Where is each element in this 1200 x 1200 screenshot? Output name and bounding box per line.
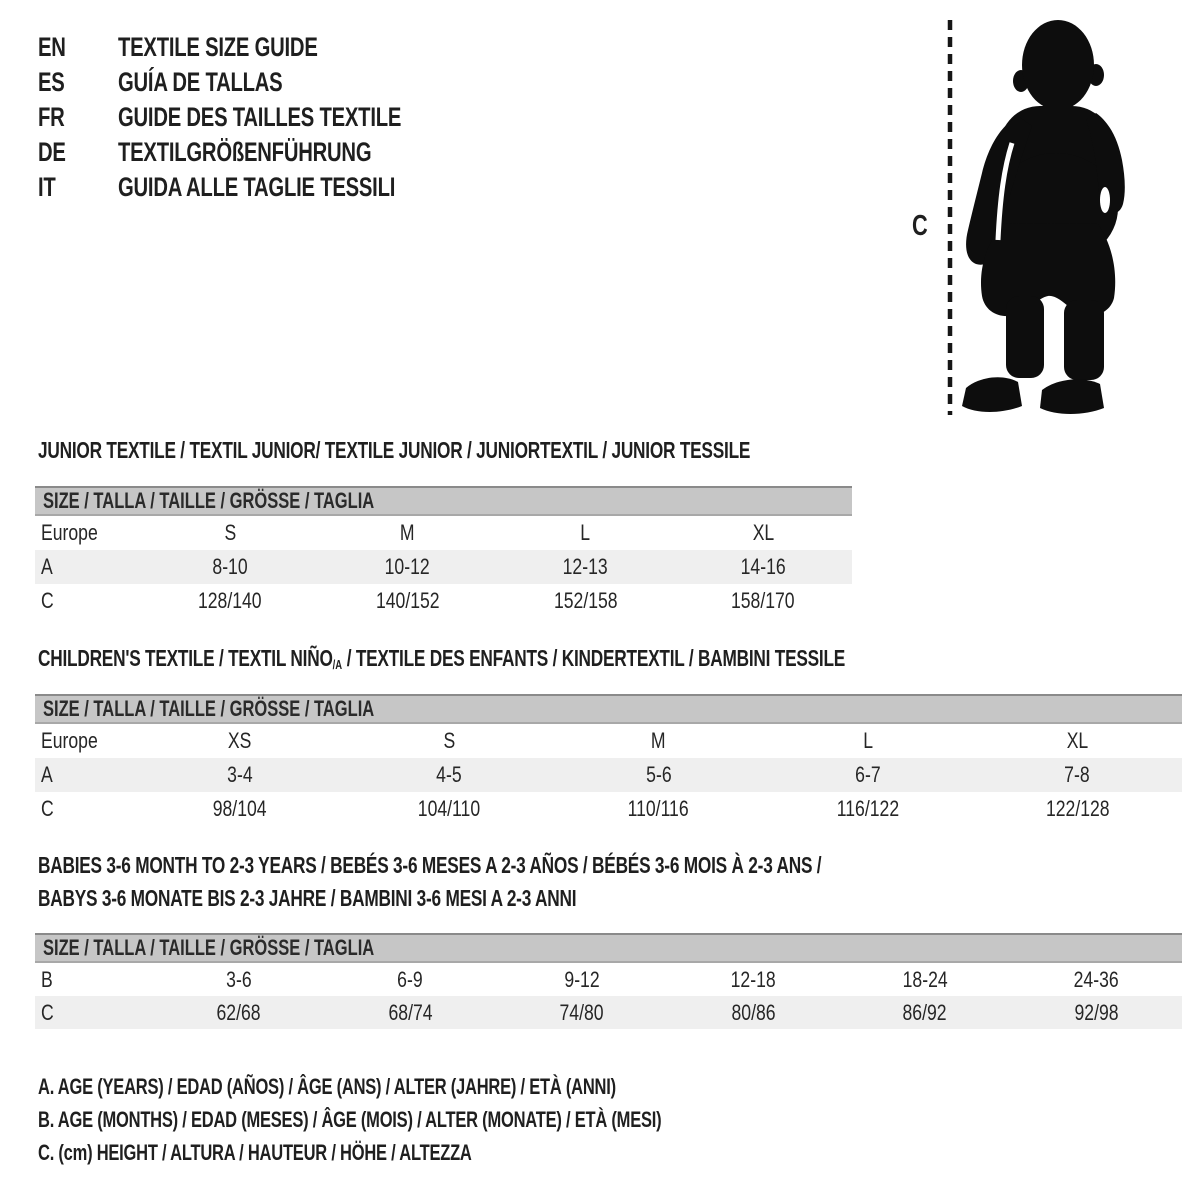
arm-notch-highlight [1100, 187, 1110, 213]
table-cell: 9-12 [564, 967, 600, 992]
table-cell: 68/74 [388, 1000, 433, 1025]
table-cell: M [400, 520, 415, 545]
table-row [35, 584, 852, 618]
table-cell: 8-10 [212, 554, 248, 579]
table-cell: L [862, 728, 873, 753]
language-title: GUIDA ALLE TAGLIE TESSILI [118, 172, 396, 202]
language-code: ES [38, 67, 65, 97]
row-label: A [41, 762, 53, 787]
baby-silhouette-figure [900, 8, 1160, 423]
size-table-babies [35, 933, 1182, 1029]
legend-line-c: C. (cm) HEIGHT / ALTURA / HAUTEUR / HÖHE / ALTEZZA [38, 1140, 472, 1165]
table-cell: S [443, 728, 455, 753]
table-cell: 18-24 [902, 967, 948, 992]
table-row [35, 792, 1182, 826]
table-cell: 104/110 [417, 796, 481, 821]
table-row [35, 963, 1182, 996]
table-cell: 12-18 [730, 967, 776, 992]
language-title: GUIDE DES TAILLES TEXTILE [118, 102, 402, 132]
table-cell: 6-9 [397, 967, 423, 992]
section-title-junior: JUNIOR TEXTILE / TEXTIL JUNIOR/ TEXTILE JUNIOR / JUNIORTEXTIL / JUNIOR TESSILE [38, 437, 751, 463]
table-cell: 122/128 [1045, 796, 1110, 821]
table-cell: 4-5 [436, 762, 462, 787]
legend-line-a: A. AGE (YEARS) / EDAD (AÑOS) / ÂGE (ANS) / ALTER (JAHRE) / ETÀ (ANNI) [38, 1074, 616, 1099]
section-title-children: CHILDREN'S TEXTILE / TEXTIL NIÑO/A / TEXTILE DES ENFANTS / KINDERTEXTIL / BAMBINI TESSILE [38, 645, 846, 672]
language-row [38, 100, 496, 135]
language-code: FR [38, 102, 65, 132]
language-list [38, 30, 496, 205]
table-cell: 152/158 [553, 588, 618, 613]
language-code: IT [38, 172, 56, 202]
table-cell: XL [752, 520, 774, 545]
table-cell: 158/170 [731, 588, 795, 613]
table-cell: 140/152 [375, 588, 440, 613]
table-row [35, 516, 852, 550]
language-code: DE [38, 137, 66, 167]
row-label: Europe [41, 728, 98, 753]
table-cell: 62/68 [216, 1000, 261, 1025]
table-row [35, 996, 1182, 1029]
table-cell: 6-7 [855, 762, 881, 787]
height-measure-label: C [912, 210, 928, 242]
table-cell: 74/80 [559, 1000, 604, 1025]
language-title: TEXTILGRÖßENFÜHRUNG [118, 137, 372, 167]
table-cell: M [651, 728, 666, 753]
table-cell: 3-6 [226, 967, 252, 992]
language-title: GUÍA DE TALLAS [118, 67, 283, 97]
row-label: C [41, 588, 54, 613]
table-cell: XS [227, 728, 252, 753]
baby-silhouette [962, 20, 1125, 414]
table-cell: 5-6 [645, 762, 672, 787]
table-cell: 98/104 [212, 796, 267, 821]
table-cell: 110/116 [627, 796, 689, 821]
table-cell: 12-13 [562, 554, 608, 579]
language-row [38, 135, 496, 170]
size-table-children [35, 694, 1182, 826]
table-row [35, 758, 1182, 792]
legend-line-b: B. AGE (MONTHS) / EDAD (MESES) / ÂGE (MOIS) / ALTER (MONATE) / ETÀ (MESI) [38, 1107, 662, 1132]
language-row [38, 65, 496, 100]
language-row [38, 170, 496, 205]
size-table-junior [35, 486, 852, 618]
row-label: C [41, 796, 54, 821]
table-row [35, 724, 1182, 758]
section-title-babies-line2: BABYS 3-6 MONATE BIS 2-3 JAHRE / BAMBINI 3-6 MESI A 2-3 ANNI [38, 885, 577, 911]
row-label: B [41, 967, 53, 992]
table-cell: 7-8 [1064, 762, 1091, 787]
row-label: A [41, 554, 53, 579]
table-cell: 116/122 [836, 796, 900, 821]
table-cell: 3-4 [226, 762, 253, 787]
table-header: SIZE / TALLA / TAILLE / GRÖSSE / TAGLIA [35, 694, 1182, 724]
row-label: C [41, 1000, 54, 1025]
language-title: TEXTILE SIZE GUIDE [118, 32, 318, 62]
table-cell: 14-16 [740, 554, 786, 579]
legend [38, 1070, 869, 1169]
table-header: SIZE / TALLA / TAILLE / GRÖSSE / TAGLIA [35, 486, 852, 516]
table-cell: 128/140 [198, 588, 262, 613]
table-cell: 10-12 [385, 554, 431, 579]
table-cell: S [224, 520, 236, 545]
table-cell: 80/86 [731, 1000, 776, 1025]
table-cell: 86/92 [902, 1000, 947, 1025]
language-row [38, 30, 496, 65]
table-cell: 92/98 [1074, 1000, 1119, 1025]
table-header: SIZE / TALLA / TAILLE / GRÖSSE / TAGLIA [35, 933, 1182, 963]
table-cell: XL [1066, 728, 1089, 753]
table-cell: 24-36 [1073, 967, 1119, 992]
row-label: Europe [41, 520, 98, 545]
table-row [35, 550, 852, 584]
table-cell: L [580, 520, 591, 545]
language-code: EN [38, 32, 66, 62]
section-title-babies: BABIES 3-6 MONTH TO 2-3 YEARS / BEBÉS 3-6 MESES A 2-3 AÑOS / BÉBÉS 3-6 MOIS À 2-3 ANS / [38, 852, 822, 878]
